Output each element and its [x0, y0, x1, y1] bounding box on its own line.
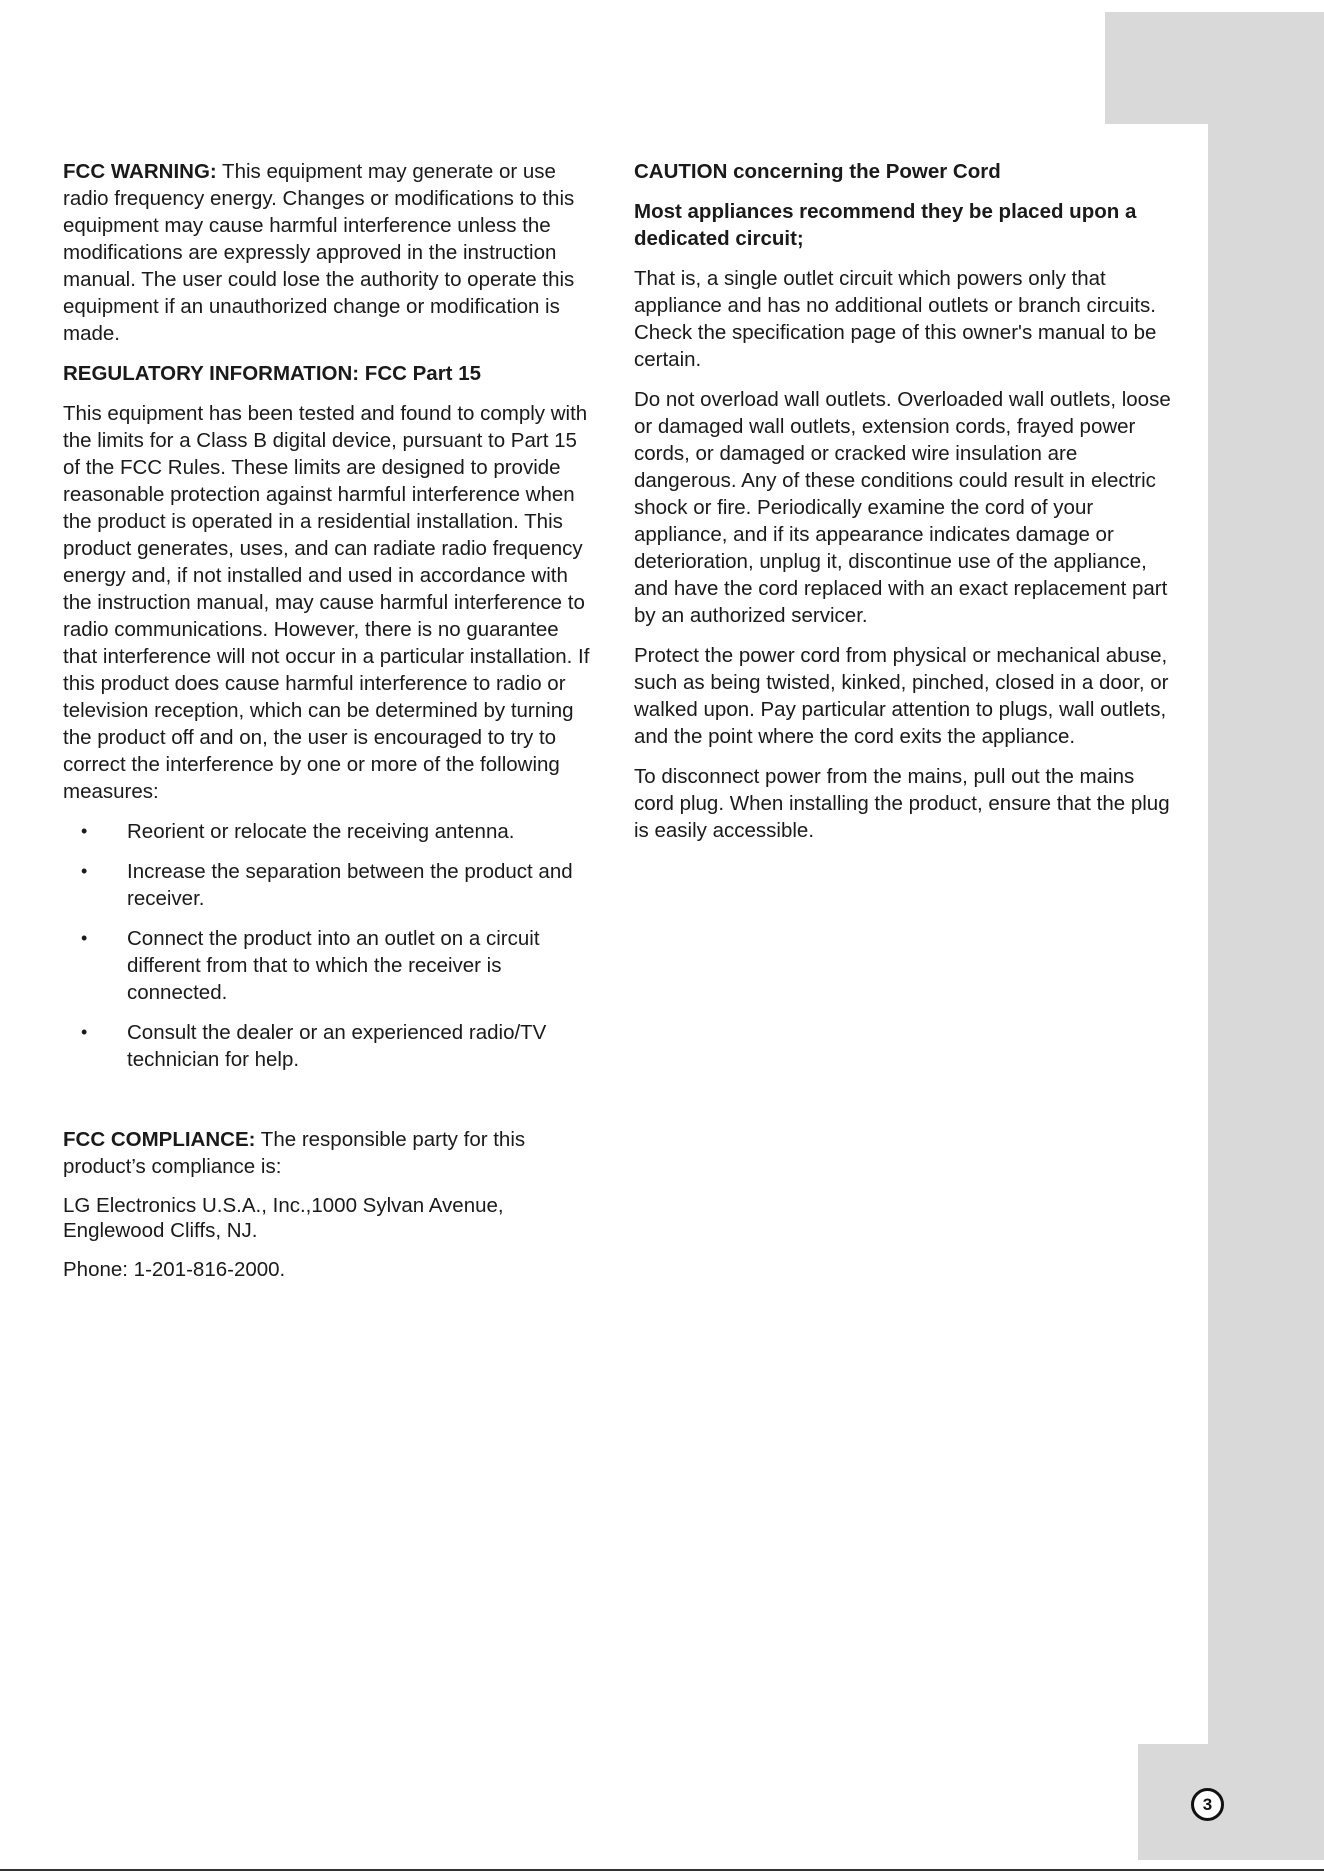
regulatory-text: This equipment has been tested and found to comply with the limits for a Class B digital device, pursuant to Part 15 of the FCC Rules. These limits are designed to provide reasonable protection against harmful interference when the product is operated in a residential installation. This product generates, uses, and can radiate radio frequency energy and, if not installed and used in accordance with the instruction manual, may cause harmful interference to radio communications. However, there is no guarantee that interference will not occur in a particular installation. If this product does cause harmful interference to radio or television reception, which can be determined by turning the product off and on, the user is encouraged to try to correct the interference by one or more of the following measures:: [63, 402, 590, 803]
bottom-rule: [0, 1869, 1324, 1871]
list-item: [63, 858, 593, 912]
address-line-2: Englewood Cliffs, NJ.: [63, 1219, 258, 1242]
address-line-1: LG Electronics U.S.A., Inc.,1000 Sylvan Avenue,: [63, 1194, 504, 1217]
fcc-compliance-paragraph: [63, 1126, 593, 1180]
caution-paragraph: Protect the power cord from physical or mechanical abuse, such as being twisted, kinked, pinched, closed in a door, or walked upon. Pay particular attention to plugs, wall outlets, and the point where the cord exits the appliance.: [634, 644, 1169, 748]
list-item: [63, 818, 593, 845]
measure-text: Reorient or relocate the receiving antenna.: [127, 820, 515, 843]
page-tab-bottom: [1138, 1744, 1324, 1860]
fcc-warning-paragraph: [63, 158, 593, 347]
fcc-compliance-label: FCC COMPLIANCE:: [63, 1128, 256, 1151]
bullet-icon: •: [81, 821, 88, 841]
bullet-icon: •: [81, 928, 88, 948]
list-item: [63, 1019, 593, 1073]
page-number-badge: 3: [1191, 1788, 1224, 1821]
right-column: [634, 158, 1174, 857]
bullet-icon: •: [81, 1022, 88, 1042]
measure-text: Increase the separation between the product and receiver.: [127, 860, 573, 910]
measure-text: Consult the dealer or an experienced radio/TV technician for help.: [127, 1021, 547, 1071]
caution-paragraph: To disconnect power from the mains, pull out the mains cord plug. When installing the product, ensure that the plug is easily accessible.: [634, 765, 1170, 842]
page-tab-top: [1105, 12, 1324, 124]
caution-paragraph: That is, a single outlet circuit which powers only that appliance and has no additional outlets or branch circuits. Check the specification page of this owner's manual to be certain.: [634, 267, 1157, 371]
caution-heading: CAUTION concerning the Power Cord: [634, 160, 1001, 183]
measures-list: [63, 818, 593, 1073]
section-spacer: [63, 1086, 593, 1126]
fcc-warning-text: This equipment may generate or use radio frequency energy. Changes or modifications to this equipment may cause harmful interference unless the modifications are expressly approved in the instruction manual. The user could lose the authority to operate this equipment if an unauthorized change or modification is made.: [63, 160, 575, 345]
fcc-compliance-text: The responsible party for this product’s compliance is:: [63, 1128, 526, 1178]
caution-paragraph: Do not overload wall outlets. Overloaded wall outlets, loose or damaged wall outlets, extension cords, frayed power cords, or damaged or cracked wire insulation are dangerous. Any of these conditions could result in electric shock or fire. Periodically examine the cord of your appliance, and if its appearance indicates damage or deterioration, unplug it, discontinue use of the appliance, and have the cord replaced with an exact replacement part by an authorized servicer.: [634, 388, 1171, 627]
regulatory-heading: REGULATORY INFORMATION: FCC Part 15: [63, 362, 481, 385]
measure-text: Connect the product into an outlet on a circuit different from that to which the receiver is connected.: [127, 927, 540, 1004]
bullet-icon: •: [81, 861, 88, 881]
phone-number: Phone: 1-201-816-2000.: [63, 1258, 286, 1281]
left-column: [63, 158, 593, 1296]
responsible-party-address: [63, 1193, 593, 1243]
fcc-warning-label: FCC WARNING:: [63, 160, 217, 183]
page-tab-side: [1208, 124, 1324, 1744]
dedicated-circuit-subheading: Most appliances recommend they be placed upon a dedicated circuit;: [634, 200, 1137, 250]
list-item: [63, 925, 593, 1006]
